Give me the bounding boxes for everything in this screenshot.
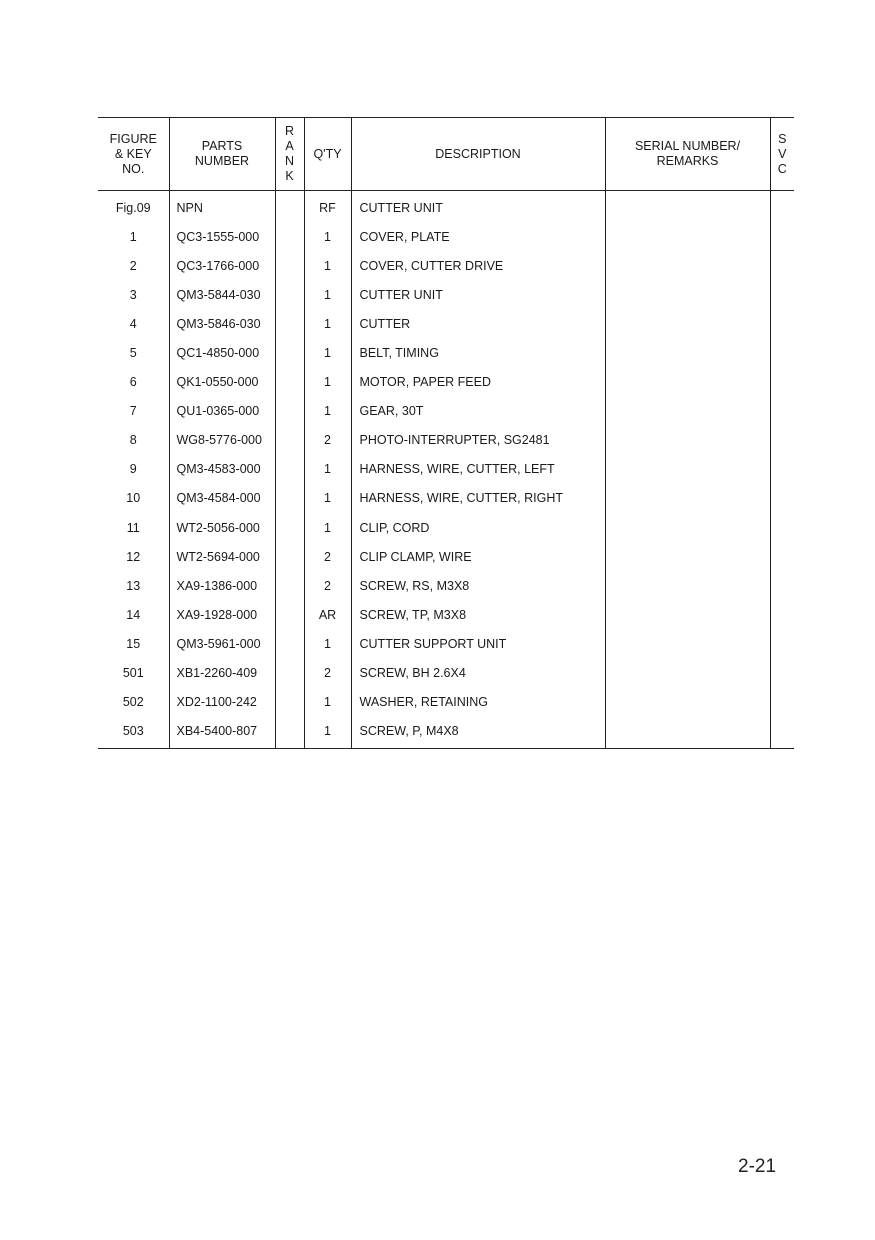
description-cell: COVER, CUTTER DRIVE [351, 251, 605, 280]
qty-cell: 2 [304, 571, 351, 600]
part-number-cell: NPN [169, 191, 275, 223]
svc-cell [770, 484, 794, 513]
svc-cell [770, 280, 794, 309]
svc-cell [770, 688, 794, 717]
svc-cell [770, 513, 794, 542]
remarks-cell [605, 222, 770, 251]
qty-cell: 1 [304, 368, 351, 397]
rank-cell [275, 251, 304, 280]
part-number-cell: QM3-4584-000 [169, 484, 275, 513]
svc-cell [770, 191, 794, 223]
part-number-cell: QM3-5961-000 [169, 629, 275, 658]
qty-cell: 1 [304, 688, 351, 717]
part-number-cell: QC3-1766-000 [169, 251, 275, 280]
description-cell: SCREW, RS, M3X8 [351, 571, 605, 600]
figure-key-cell: 10 [126, 491, 141, 506]
rank-cell [275, 368, 304, 397]
figure-key-cell: 9 [129, 462, 137, 477]
svc-cell [770, 542, 794, 571]
part-number-cell: WT2-5056-000 [169, 513, 275, 542]
rank-cell [275, 600, 304, 629]
remarks-cell [605, 191, 770, 223]
remarks-cell [605, 513, 770, 542]
description-cell: CLIP CLAMP, WIRE [351, 542, 605, 571]
figure-key-cell: 6 [129, 375, 137, 390]
table-row [98, 191, 794, 223]
remarks-cell [605, 338, 770, 367]
rank-cell [275, 338, 304, 367]
header-line: & KEY [114, 146, 152, 161]
figure-key-cell: Fig.09 [115, 200, 151, 215]
svc-cell [770, 426, 794, 455]
header-qty: Q'TY [304, 118, 351, 191]
header-parts-number [169, 118, 275, 191]
description-cell: SCREW, TP, M3X8 [351, 600, 605, 629]
part-number-cell: QC3-1555-000 [169, 222, 275, 251]
rank-cell [275, 513, 304, 542]
figure-key-cell: 3 [129, 287, 137, 302]
figure-key-cell: 1 [129, 229, 137, 244]
header-letter: K [285, 169, 294, 183]
figure-key-cell: 8 [129, 433, 137, 448]
svc-cell [770, 397, 794, 426]
svc-cell [770, 338, 794, 367]
qty-cell: 1 [304, 397, 351, 426]
remarks-cell [605, 571, 770, 600]
rank-cell [275, 659, 304, 688]
part-number-cell: QM3-4583-000 [169, 455, 275, 484]
header-line: SERIAL NUMBER/ [634, 139, 741, 153]
remarks-cell [605, 629, 770, 658]
table-row [98, 455, 794, 484]
table-row [98, 280, 794, 309]
description-cell: HARNESS, WIRE, CUTTER, RIGHT [351, 484, 605, 513]
part-number-cell: XA9-1928-000 [169, 600, 275, 629]
qty-cell: 1 [304, 513, 351, 542]
part-number-cell: WG8-5776-000 [169, 426, 275, 455]
table-row [98, 659, 794, 688]
qty-cell: RF [304, 191, 351, 223]
parts-table-body [98, 191, 794, 749]
qty-cell: 1 [304, 251, 351, 280]
rank-cell [275, 629, 304, 658]
remarks-cell [605, 542, 770, 571]
header-svc [770, 118, 794, 191]
table-row [98, 426, 794, 455]
part-number-cell: QU1-0365-000 [169, 397, 275, 426]
description-cell: BELT, TIMING [351, 338, 605, 367]
remarks-cell [605, 280, 770, 309]
qty-cell: 1 [304, 717, 351, 749]
rank-cell [275, 571, 304, 600]
figure-key-cell: 503 [98, 717, 169, 749]
table-row [98, 717, 794, 749]
figure-key-cell: 2 [129, 258, 137, 273]
figure-key-cell: 7 [129, 404, 137, 419]
table-row [98, 397, 794, 426]
qty-cell: 1 [304, 455, 351, 484]
remarks-cell [605, 688, 770, 717]
parts-list-table [98, 117, 794, 749]
header-description: DESCRIPTION [351, 118, 605, 191]
remarks-cell [605, 397, 770, 426]
rank-cell [275, 717, 304, 749]
figure-key-cell: 502 [122, 695, 144, 710]
part-number-cell: WT2-5694-000 [169, 542, 275, 571]
qty-cell: 1 [304, 309, 351, 338]
part-number-cell: QM3-5846-030 [169, 309, 275, 338]
figure-key-cell: 13 [126, 578, 141, 593]
header-line: PARTS [201, 139, 243, 153]
rank-cell [275, 397, 304, 426]
header-line: FIGURE [109, 131, 157, 146]
table-row [98, 309, 794, 338]
header-letter: S [778, 131, 787, 146]
rank-cell [275, 688, 304, 717]
table-row [98, 222, 794, 251]
remarks-cell [605, 426, 770, 455]
part-number-cell: XB1-2260-409 [169, 659, 275, 688]
header-line: REMARKS [656, 154, 719, 168]
svc-cell [770, 309, 794, 338]
table-row [98, 542, 794, 571]
table-row [98, 368, 794, 397]
svc-cell [770, 455, 794, 484]
header-letter: N [284, 154, 295, 168]
remarks-cell [605, 251, 770, 280]
rank-cell [275, 280, 304, 309]
header-line: NO. [122, 161, 145, 176]
table-row [98, 629, 794, 658]
description-cell: CUTTER UNIT [351, 191, 605, 223]
svc-cell [770, 571, 794, 600]
qty-cell: 2 [304, 542, 351, 571]
table-row [98, 571, 794, 600]
header-letter: V [778, 146, 787, 161]
table-row [98, 251, 794, 280]
header-rank [275, 118, 304, 191]
svc-cell [770, 717, 794, 749]
figure-key-cell: 14 [126, 607, 141, 622]
figure-key-cell: 4 [129, 316, 137, 331]
page-number: 2-21 [738, 1156, 777, 1177]
description-cell: CUTTER [351, 309, 605, 338]
svc-cell [770, 251, 794, 280]
figure-key-cell: 11 [126, 520, 140, 535]
part-number-cell: QM3-5844-030 [169, 280, 275, 309]
rank-cell [275, 426, 304, 455]
table-row [98, 338, 794, 367]
remarks-cell [605, 309, 770, 338]
svc-cell [770, 222, 794, 251]
description-cell: MOTOR, PAPER FEED [351, 368, 605, 397]
part-number-cell: XA9-1386-000 [169, 571, 275, 600]
rank-cell [275, 484, 304, 513]
header-serial-remarks [605, 118, 770, 191]
description-cell: SCREW, BH 2.6X4 [351, 659, 605, 688]
remarks-cell [605, 600, 770, 629]
description-cell: CUTTER UNIT [351, 280, 605, 309]
figure-key-cell: 15 [126, 636, 141, 651]
svc-cell [770, 659, 794, 688]
figure-key-cell: 501 [122, 666, 144, 681]
table-row [98, 484, 794, 513]
rank-cell [275, 222, 304, 251]
svc-cell [770, 600, 794, 629]
remarks-cell [605, 717, 770, 749]
qty-cell: 1 [304, 222, 351, 251]
part-number-cell: QK1-0550-000 [169, 368, 275, 397]
description-cell: CUTTER SUPPORT UNIT [351, 629, 605, 658]
qty-cell: 1 [304, 484, 351, 513]
header-letter: R [284, 124, 295, 138]
remarks-cell [605, 484, 770, 513]
qty-cell: 1 [304, 629, 351, 658]
remarks-cell [605, 659, 770, 688]
table-header-row [98, 118, 794, 191]
qty-cell: 1 [304, 280, 351, 309]
rank-cell [275, 542, 304, 571]
part-number-cell: QC1-4850-000 [169, 338, 275, 367]
table-row [98, 513, 794, 542]
description-cell: PHOTO-INTERRUPTER, SG2481 [351, 426, 605, 455]
qty-cell: 2 [304, 659, 351, 688]
description-cell: CLIP, CORD [351, 513, 605, 542]
table-row [98, 688, 794, 717]
figure-key-cell: 5 [129, 346, 137, 361]
svc-cell [770, 629, 794, 658]
qty-cell: 2 [304, 426, 351, 455]
header-letter: A [285, 139, 294, 153]
header-line: NUMBER [194, 154, 250, 168]
rank-cell [275, 309, 304, 338]
description-cell: SCREW, P, M4X8 [351, 717, 605, 749]
rank-cell [275, 191, 304, 223]
part-number-cell: XD2-1100-242 [169, 688, 275, 717]
header-figure-key-no [98, 118, 169, 191]
description-cell: HARNESS, WIRE, CUTTER, LEFT [351, 455, 605, 484]
part-number-cell: XB4-5400-807 [169, 717, 275, 749]
description-cell: GEAR, 30T [351, 397, 605, 426]
figure-key-cell: 12 [126, 549, 141, 564]
remarks-cell [605, 368, 770, 397]
svc-cell [770, 368, 794, 397]
table-row [98, 600, 794, 629]
description-cell: COVER, PLATE [351, 222, 605, 251]
rank-cell [275, 455, 304, 484]
qty-cell: AR [304, 600, 351, 629]
remarks-cell [605, 455, 770, 484]
description-cell: WASHER, RETAINING [351, 688, 605, 717]
qty-cell: 1 [304, 338, 351, 367]
header-letter: C [777, 161, 787, 176]
